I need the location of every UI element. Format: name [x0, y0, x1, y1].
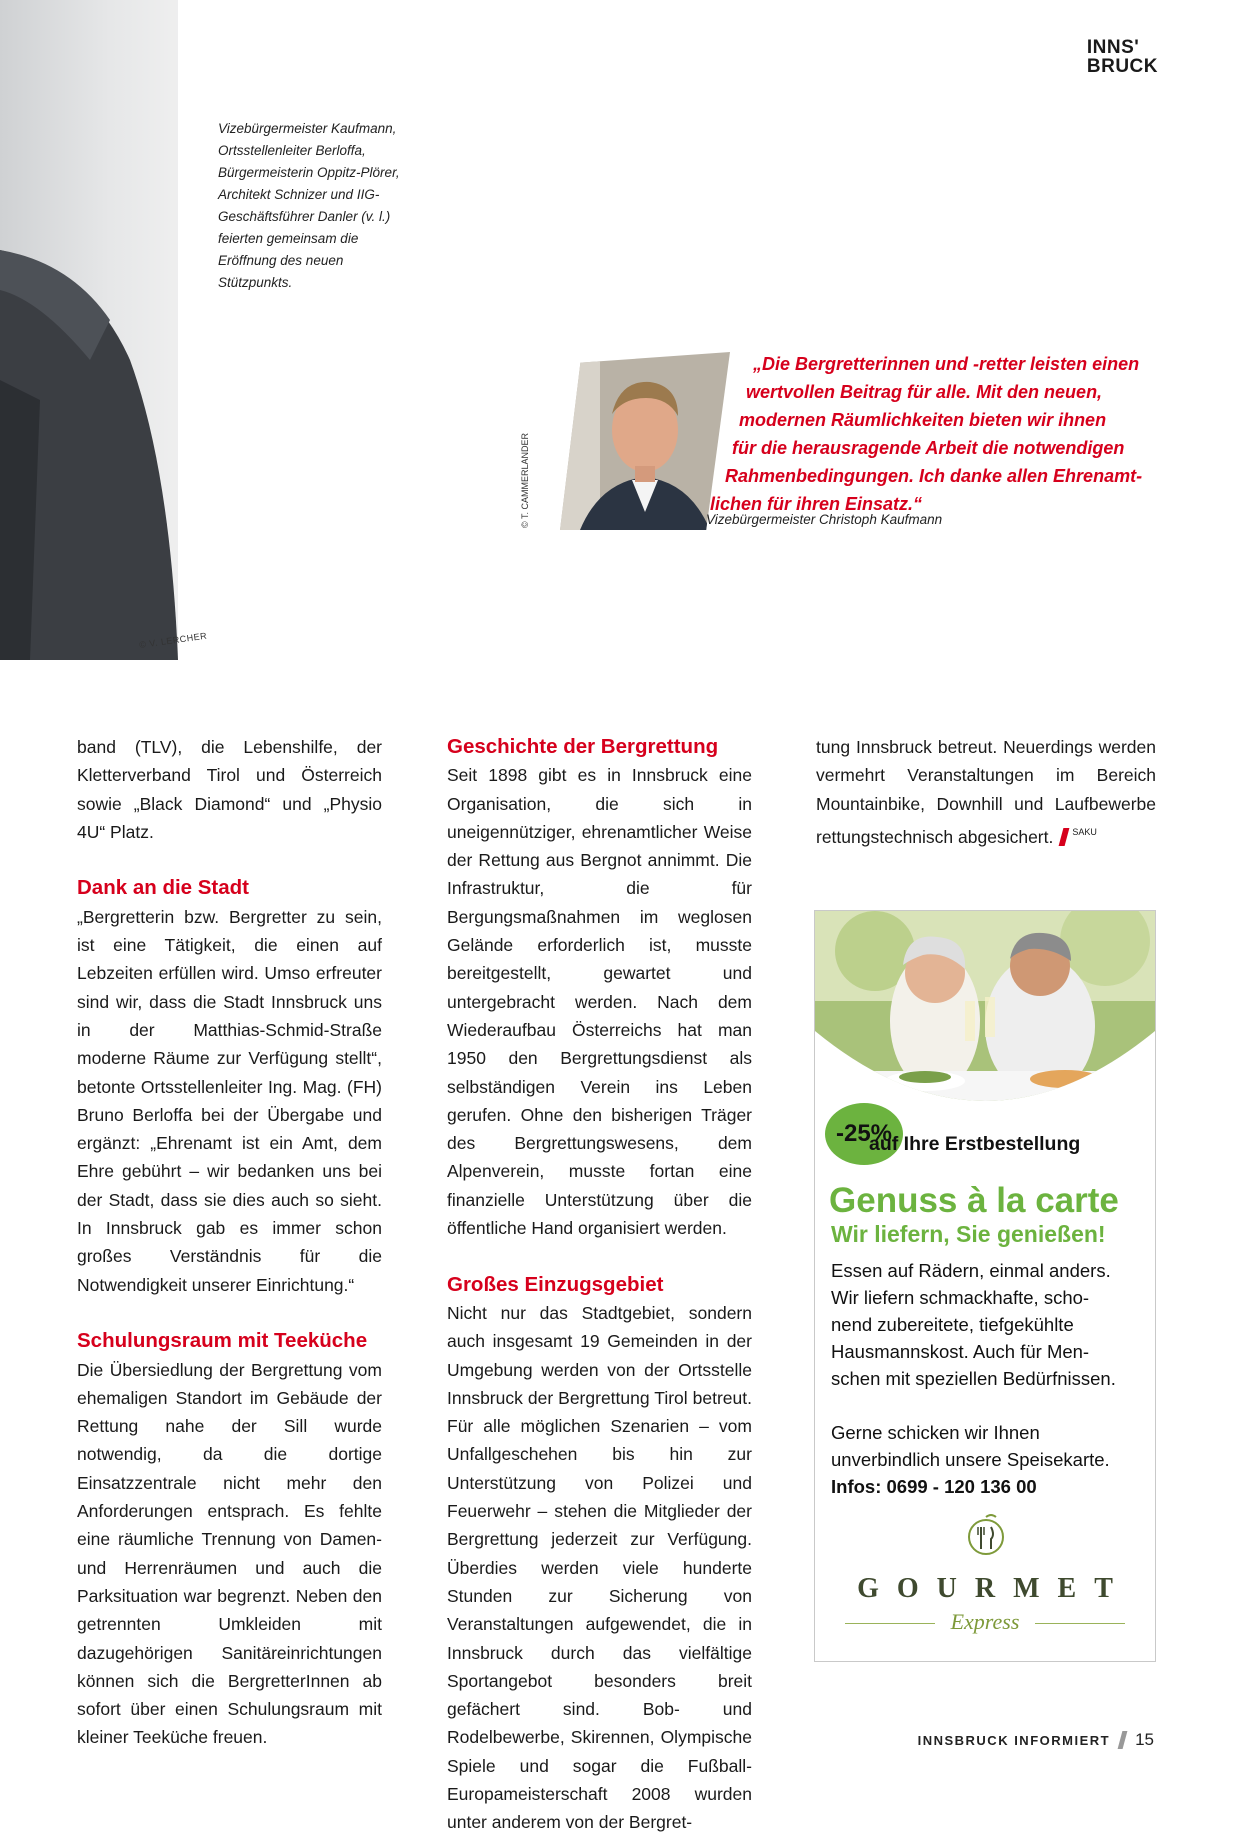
section-heading: Großes Einzugsgebiet: [447, 1272, 664, 1296]
paragraph: band (TLV), die Lebenshilfe, der Kletterverband Tirol und Österreich sowie „Black Diamond“ und „Physio 4U“ Platz.: [77, 737, 382, 842]
ad-body-line: Wir liefern schmackhafte, scho-: [831, 1287, 1090, 1308]
ad-body-line: nend zubereitete, tiefgekühlte: [831, 1314, 1074, 1335]
cutlery-icon: [963, 1513, 1009, 1559]
ad-body: [831, 1257, 1146, 1500]
innsbruck-logo: [1087, 38, 1158, 76]
article-column-1: [77, 733, 382, 1752]
quote-line: lichen für ihren Einsatz.“: [710, 494, 923, 514]
ad-contact-line: unverbindlich unsere Speisekarte.: [831, 1449, 1110, 1470]
quote-line: modernen Räumlichkeiten bieten wir ihnen: [739, 410, 1107, 430]
ad-photo-couple: [815, 911, 1155, 1111]
brand-subtitle: Express: [950, 1609, 1020, 1634]
logo-line-1: INNS': [1086, 37, 1140, 58]
ad-body-line: Essen auf Rädern, einmal anders.: [831, 1260, 1111, 1281]
quote-line: Rahmenbedingungen. Ich danke allen Ehrenamt-: [725, 466, 1143, 486]
discount-badge: -25%: [825, 1103, 903, 1165]
portrait-credit: © T. CAMMERLANDER: [520, 433, 530, 528]
publication-name: INNSBRUCK INFORMIERT: [917, 1733, 1111, 1748]
slash-icon: [1118, 1731, 1128, 1749]
paragraph: [816, 733, 1156, 851]
ad-contact-line: Gerne schicken wir Ihnen: [831, 1422, 1040, 1443]
page-footer: [918, 1730, 1154, 1750]
section-heading: Schulungsraum mit Teeküche: [77, 1329, 368, 1353]
ad-subheadline: Wir liefern, Sie genießen!: [831, 1221, 1106, 1247]
section-heading: Geschichte der Bergrettung: [447, 735, 719, 758]
author-tag: SAKU: [1072, 826, 1097, 837]
advertisement-gourmet: [814, 910, 1156, 1662]
quote-line: für die herausragende Arbeit die notwendigen: [732, 438, 1125, 458]
paragraph: „Bergretterin bzw. Bergretter zu sein, ist eine Tätigkeit, die einen auf Lebzeiten erfüllen wird. Umso erfreuter sind wir, dass die Stadt Innsbruck uns in der Matthias-Schmid-Straße moderne Räume zur Verfügung stellt“, betonte Ortsstellenleiter Ing. Mag. (FH) Bruno Berloffa bei der Übergabe und ergänzt: „Ehrenamt ist ein Amt, dem Ehre gebührt – wir bedanken uns bei der Stadt, dass sie dies auch so sieht. In Innsbruck gab es immer schon großes Verständnis für die Notwendigkeit unserer Einrichtung.“: [77, 906, 382, 1295]
article-column-2: [447, 733, 752, 1837]
paragraph: Die Übersiedlung der Bergrettung vom ehemaligen Standort im Gebäude der Rettung nahe der Sill wurde notwendig, da die dortige Einsatzzentrale nicht mehr den Anforderungen entsprach. Es fehlte eine räumliche Trennung von Damen- und Herrenräumen und auch die Parksituation war begrenzt. Neben den getrennten Umkleiden mit dazugehörigen Sanitäreinrichtungen können sich die BergretterInnen ab sofort über einen Schulungsraum mit kleiner Teeküche freuen.: [77, 1359, 382, 1748]
ad-headline: Genuss à la carte: [829, 1181, 1119, 1220]
article-column-3: [816, 733, 1156, 851]
ad-body-line: schen mit speziellen Bedürfnissen.: [831, 1368, 1116, 1389]
quote-line: wertvollen Beitrag für alle. Mit den neuen,: [746, 382, 1103, 402]
section-heading: Dank an die Stadt: [77, 876, 250, 900]
ad-body-line: Hausmannskost. Auch für Men-: [831, 1341, 1090, 1362]
photo-credit: © V. LERCHER: [138, 630, 208, 650]
paragraph: Seit 1898 gibt es in Innsbruck eine Organisation, die sich in uneigennütziger, ehrenamtlicher Weise der Rettung aus Bergnot annimmt. Die Infrastruktur, die für Bergungsmaßnahmen im weglosen Gelände erforderlich ist, musste bereitgestellt, gewartet und untergebracht werden. Nach dem Wiederaufbau Österreichs hat man 1950 den Bergrettungsdienst als selbständigen Verein ins Leben gerufen. Ohne den bisherigen Träger des Bergrettungswesens, dem Alpenverein, musste fortan eine finanzielle Unterstützung über die öffentliche Hand organisiert werden.: [447, 765, 752, 1239]
portrait-photo: [560, 352, 730, 530]
paragraph: Nicht nur das Stadtgebiet, sondern auch insgesamt 19 Gemeinden in der Umgebung werden von der Ortsstelle Innsbruck der Bergrettung Tirol betreut. Für alle möglichen Szenarien – vom Unfallgeschehen bis hin zur Unterstützung von Polizei und Feuerwehr – stehen die Mitglieder der Bergrettung jederzeit zur Verfügung. Überdies werden viele hunderte Stunden zur Sicherung von Veranstaltungen aufgewendet, die in Innsbruck durch das vielfältige Sportangebot besonders breit gefächert sind. Bob- und Rodelbewerbe, Skirennen, Olympische Spiele und sogar die Fußball-Europameisterschaft 2008 wurden unter anderem von der Bergret-: [447, 1302, 752, 1833]
ad-phone: Infos: 0699 - 120 136 00: [831, 1476, 1037, 1497]
pull-quote: [710, 350, 1150, 518]
photo-opening-ceremony: [0, 0, 200, 660]
first-order-text: auf Ihre Erstbestellung: [869, 1133, 1081, 1155]
slash-icon: [1059, 828, 1070, 846]
brand-name: GOURMET: [857, 1573, 1131, 1604]
quote-line: „Die Bergretterinnen und -retter leisten einen: [753, 354, 1140, 374]
quote-author: Vizebürgermeister Christoph Kaufmann: [706, 512, 943, 527]
portrait-illustration: [560, 352, 730, 530]
page-number: 15: [1135, 1730, 1154, 1749]
photo-illustration: [0, 0, 200, 660]
paragraph-text: tung Innsbruck betreut. Neuerdings werden vermehrt Veranstaltungen im Bereich Mountainbike, Downhill und Laufbewerbe rettungstechnisch abgesichert.: [816, 737, 1156, 847]
photo-caption: Vizebürgermeister Kaufmann, Ortsstellenleiter Berloffa, Bürgermeisterin Oppitz-Plörer, Architekt Schnizer und IIG-Geschäftsführer Danler (v. l.) feierten gemeinsam die Eröffnung des neuen Stützpunkts.: [218, 121, 400, 290]
logo-line-2: BRUCK: [1086, 56, 1158, 77]
